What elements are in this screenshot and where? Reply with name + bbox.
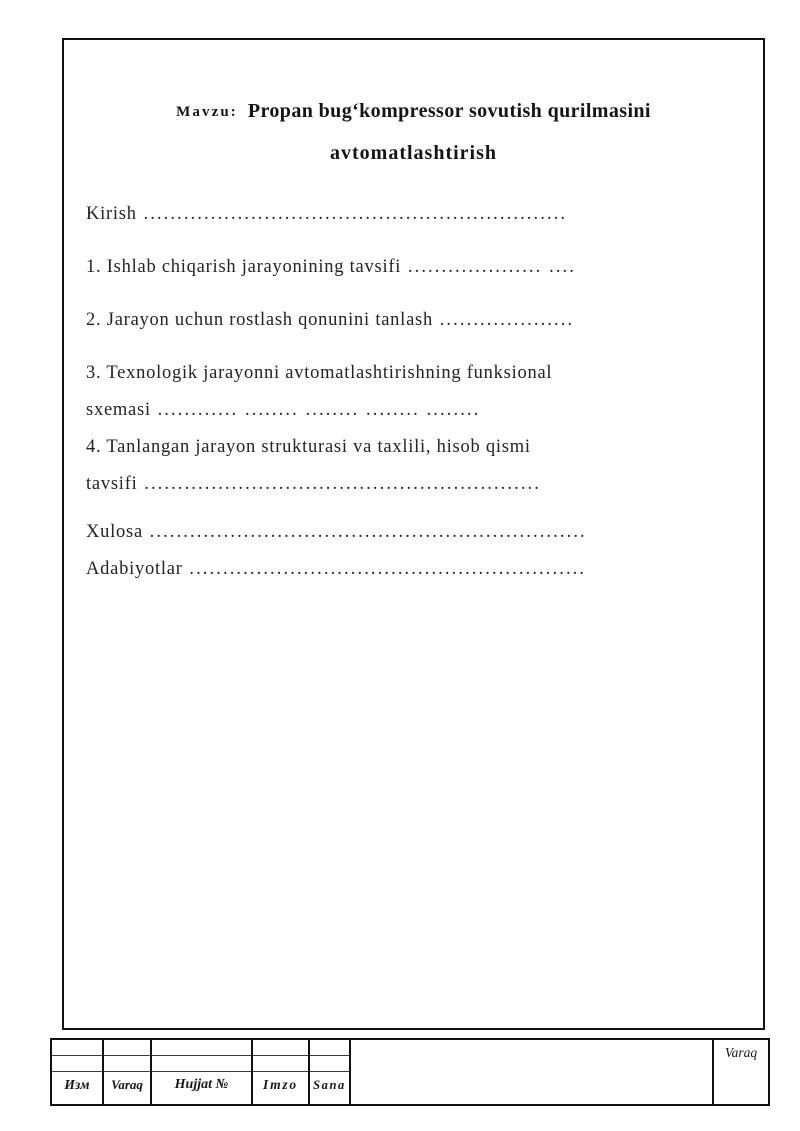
toc-leader-adabiyotlar: ........................................................... <box>182 559 587 579</box>
toc-leader-item-2: .................... <box>432 310 575 330</box>
toc-entry-item-1 <box>86 252 741 283</box>
document-title-block <box>64 90 763 173</box>
toc-label-item-3-line2: sxemasi <box>86 400 151 420</box>
toc-leader-item-3: ............ ........ ........ ........ ........ <box>150 400 481 420</box>
toc-entry-item-3 <box>86 358 741 389</box>
toc-entry-kirish <box>86 199 741 230</box>
stamp-cell-hujjat-row2[interactable] <box>152 1056 251 1072</box>
title-text-line-1: Propan bug‘kompressor sovutish qurilmasini <box>247 100 651 122</box>
spacer <box>86 283 741 305</box>
title-block-stamp <box>50 1038 770 1106</box>
toc-entry-xulosa <box>86 517 741 548</box>
toc-label-item-1: 1. Ishlab chiqarish jarayonining tavsifi <box>86 257 402 277</box>
stamp-column-hujjat-no <box>152 1040 253 1104</box>
toc-label-item-3: 3. Texnologik jarayonni avtomatlashtirishning funksional <box>86 363 553 383</box>
stamp-sheet-number-cell[interactable] <box>714 1040 768 1104</box>
spacer <box>86 230 741 252</box>
toc-label-kirish: Kirish <box>86 204 137 224</box>
stamp-column-izm <box>52 1040 104 1104</box>
title-line-1 <box>84 90 743 133</box>
stamp-column-sana <box>310 1040 351 1104</box>
stamp-columns-group <box>52 1040 351 1104</box>
toc-label-xulosa: Xulosa <box>86 522 143 542</box>
stamp-cell-varaq-row2[interactable] <box>104 1056 150 1072</box>
stamp-cell-hujjat-row1[interactable] <box>152 1040 251 1056</box>
stamp-header-hujjat-no: Hujjat № <box>174 1077 229 1092</box>
toc-leader-item-1: .................... .... <box>401 257 577 277</box>
toc-leader-kirish: ............................................................... <box>136 204 568 224</box>
toc-leader-xulosa: ................................................................. <box>142 522 587 542</box>
toc-entry-adabiyotlar <box>86 554 741 585</box>
toc-label-item-2: 2. Jarayon uchun rostlash qonunini tanlash <box>86 310 433 330</box>
stamp-cell-varaq-row1[interactable] <box>104 1040 150 1056</box>
stamp-cell-imzo-row2[interactable] <box>253 1056 308 1072</box>
stamp-header-sana: Sana <box>313 1077 346 1092</box>
toc-entry-item-2 <box>86 305 741 336</box>
stamp-document-title-cell[interactable] <box>351 1040 714 1104</box>
stamp-header-varaq: Varaq <box>111 1077 143 1092</box>
toc-label-item-4: 4. Tanlangan jarayon strukturasi va taxlili, hisob qismi <box>86 437 531 457</box>
toc-entry-item-4-continuation <box>86 469 741 500</box>
spacer <box>86 500 741 517</box>
stamp-cell-izm-row2[interactable] <box>52 1056 102 1072</box>
table-of-contents <box>64 199 763 585</box>
stamp-cell-izm-row1[interactable] <box>52 1040 102 1056</box>
stamp-cell-sana-row1[interactable] <box>310 1040 349 1056</box>
toc-leader-item-4: ........................................................... <box>137 474 541 494</box>
stamp-header-izm: Изм <box>64 1077 90 1092</box>
page-border-frame <box>62 38 765 1030</box>
toc-entry-item-4 <box>86 432 741 463</box>
stamp-cell-imzo-row1[interactable] <box>253 1040 308 1056</box>
mavzu-label: Mavzu: <box>176 104 238 120</box>
toc-label-item-4-line2: tavsifi <box>86 474 138 494</box>
stamp-column-varaq <box>104 1040 152 1104</box>
stamp-sheet-label: Varaq <box>724 1045 758 1060</box>
stamp-header-imzo: Imzo <box>263 1077 298 1092</box>
spacer <box>86 336 741 358</box>
stamp-column-imzo <box>253 1040 310 1104</box>
title-text-line-2: avtomatlashtirish <box>330 142 497 164</box>
toc-entry-item-3-continuation <box>86 395 741 426</box>
toc-label-adabiyotlar: Adabiyotlar <box>86 559 183 579</box>
stamp-cell-sana-row2[interactable] <box>310 1056 349 1072</box>
